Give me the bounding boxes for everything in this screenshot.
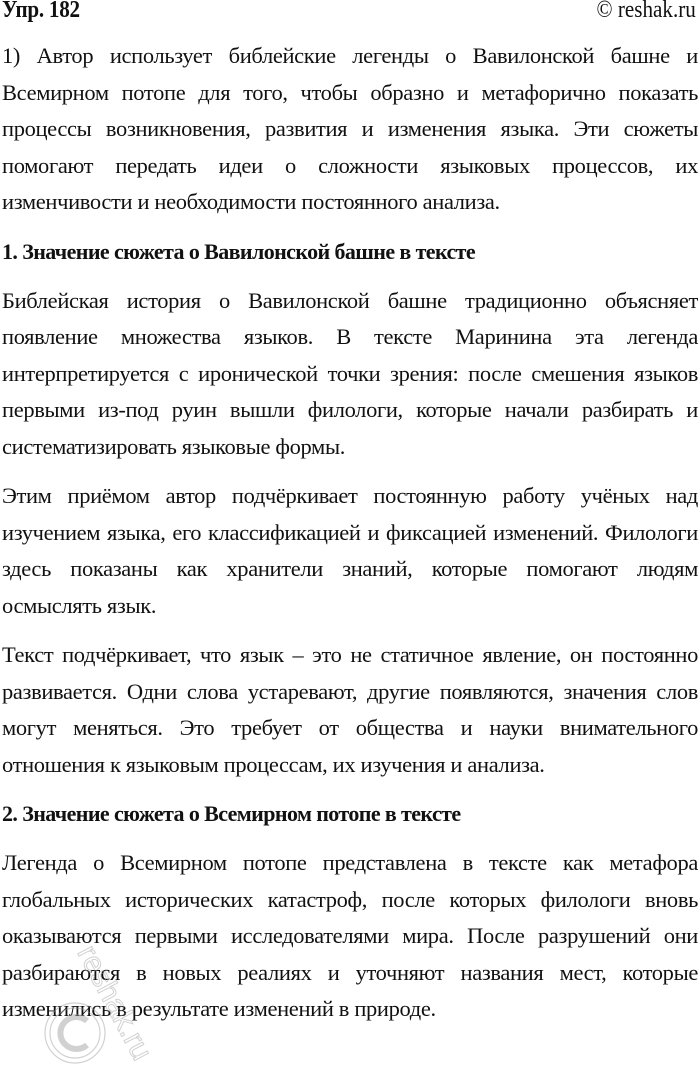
- section-1-paragraph: Библейская история о Вавилонской башне традиционно объясняет появление множества языков. В тексте Маринина эта легенда интерпретируется с иронической точки зрения: после смешения языков первыми из-под руин вышли филологи, которые начали разбирать и систематизировать языковые формы.: [2, 287, 698, 459]
- section-1-paragraph: Текст подчёркивает, что язык – это не статичное явление, он постоянно развивается. Одни слова устаревают, другие появляются, значения слов могут меняться. Это требует от общества и науки внимательного отношения к языковым процессам, их изучения и анализа.: [2, 642, 698, 777]
- intro-paragraph: 1) Автор использует библейские легенды о Вавилонской башне и Всемирном потопе для того, чтобы образно и метафорично показать процессы возникновения, развития и изменения языка. Эти сюжеты помогают передать идеи о сложности языковых процессов, их изменчивости и необходимости постоянного анализа.: [2, 43, 698, 214]
- section-1-heading: 1. Значение сюжета о Вавилонской башне в тексте: [2, 238, 476, 264]
- section-2-heading: 2. Значение сюжета о Всемирном потопе в тексте: [2, 801, 461, 826]
- answer-content: [2, 38, 698, 1041]
- page-header: [0, 0, 700, 30]
- section-1-paragraph: Этим приёмом автор подчёркивает постоянную работу учёных над изучением языка, его классификацией и фиксацией изменений. Филологи здесь показаны как хранители знаний, которые помогают людям осмыслять язык.: [2, 483, 698, 618]
- copyright-notice: © reshak.ru: [596, 0, 696, 23]
- section-2-paragraph: Легенда о Всемирном потопе представлена в тексте как метафора глобальных исторических катастроф, после которых филологи вновь оказываются первыми исследователями мира. После разрушений они разбираются в новых реалиях и уточняют названия мест, которые изменились в результате изменений в природе.: [2, 850, 698, 1021]
- svg-text:reshak.ru: reshak.ru: [70, 939, 159, 1066]
- exercise-title: Упр. 182: [2, 0, 80, 23]
